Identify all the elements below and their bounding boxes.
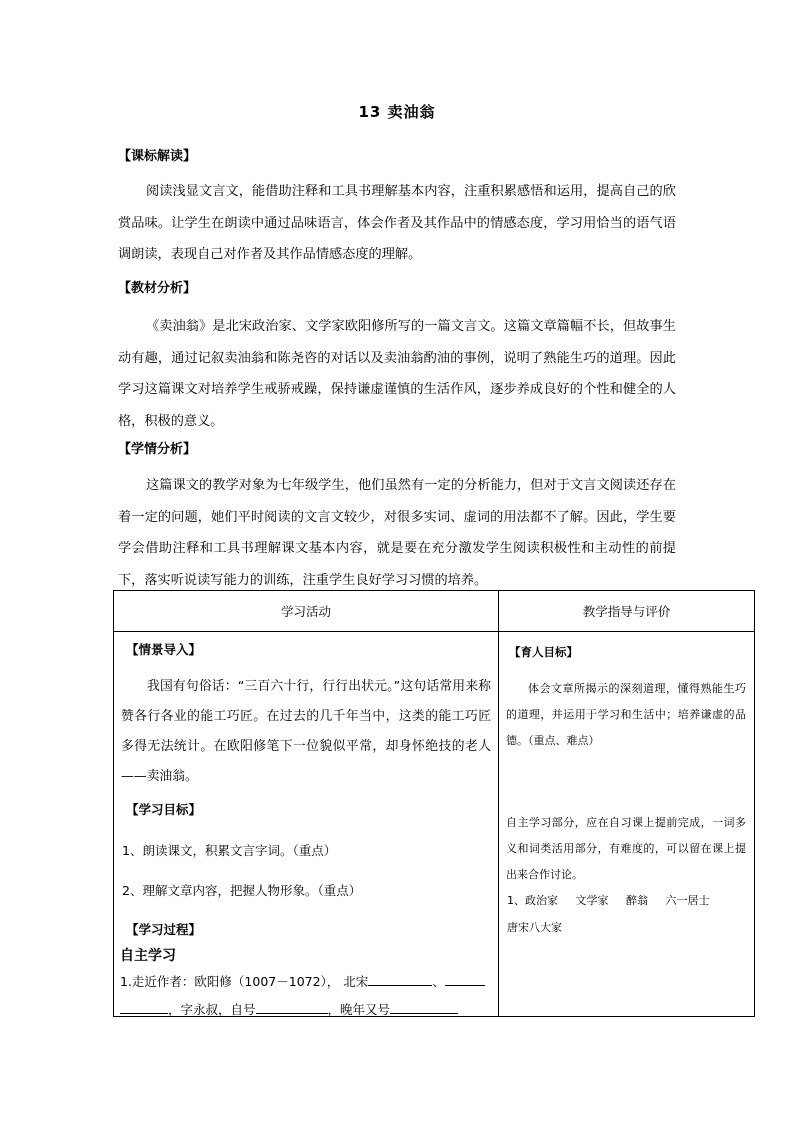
self-study-note: 自主学习部分，应在自习课上提前完成，一词多义和词类活用部分，有难度的，可以留在课上提出来合作讨论。 xyxy=(506,816,746,881)
blank-field[interactable] xyxy=(445,973,485,986)
blank-field[interactable] xyxy=(256,1001,328,1014)
paragraph-textbook-analysis: 《卖油翁》是北宋政治家、文学家欧阳修所写的一篇文言文。这篇文章篇幅不长，但故事生动有趣，通过记叙卖油翁和陈尧咨的对话以及卖油翁酌油的事例，说明了熟能生巧的道理。因此学习这篇课文对培养学生戒骄戒躁，保持谦虚谨慎的生活作风，逐步养成良好的个性和健全的人格，积极的意义。 xyxy=(118,319,676,429)
answer-line-1: 1、政治家 文学家 醉翁 六一居士 xyxy=(507,894,710,907)
blank-field[interactable] xyxy=(390,1001,458,1014)
column-header-activities: 学习活动 xyxy=(114,591,499,632)
question-1-text: 1.走近作者：欧阳修（1007－1072）， 北宋 xyxy=(120,974,369,989)
question-1-text-3: ，晚年又号 xyxy=(327,1002,391,1017)
answer-line-2: 唐宋八大家 xyxy=(507,921,562,934)
goal-item-1: 1、朗读课文，积累文言字词。（重点） xyxy=(122,843,337,858)
heading-education-goal: 【育人目标】 xyxy=(509,645,578,659)
heading-learning-process: 【学习过程】 xyxy=(126,922,202,937)
heading-textbook-analysis: 【教材分析】 xyxy=(118,281,197,296)
column-header-guidance: 教学指导与评价 xyxy=(499,591,755,632)
paragraph-student-analysis: 这篇课文的教学对象为七年级学生，他们虽然有一定的分析能力，但对于文言文阅读还存在着一定的问题，她们平时阅读的文言文较少，对很多实词、虚词的用法都不了解。因此，学生要学会借助注释和工具书理解课文基本内容，就是要在充分激发学生阅读积极性和主动性的前提下，落实听说读写能力的训练，注重学生良好学习习惯的培养。 xyxy=(118,478,676,588)
self-study-label: 自主学习 xyxy=(120,948,176,964)
separator: 、 xyxy=(432,974,445,989)
activities-cell xyxy=(114,632,499,1017)
question-1-text-2: ，字永叔，自号 xyxy=(168,1002,256,1017)
blank-field[interactable] xyxy=(368,973,432,986)
heading-scene-intro: 【情景导入】 xyxy=(126,642,202,657)
paragraph-curriculum: 阅读浅显文言文，能借助注释和工具书理解基本内容，注重积累感悟和运用，提高自己的欣赏品味。让学生在朗读中通过品味语言，体会作者及其作品中的情感态度，学习用恰当的语气语调朗读，表现自己对作者及其作品情感态度的理解。 xyxy=(118,184,676,263)
education-goal-text: 体会文章所揭示的深刻道理，懂得熟能生巧的道理，并运用于学习和生活中；培养谦虚的品德。（重点、难点） xyxy=(506,682,746,747)
heading-curriculum: 【课标解读】 xyxy=(118,149,197,164)
heading-learning-goals: 【学习目标】 xyxy=(126,802,202,817)
page-title: 13 卖油翁 xyxy=(358,103,436,121)
blank-field[interactable] xyxy=(120,1001,168,1014)
goal-item-2: 2、理解文章内容，把握人物形象。（重点） xyxy=(122,883,362,898)
intro-paragraph: 我国有句俗话：“三百六十行，行行出状元。”这句话常用来称赞各行各业的能工巧匠。在过去的几千年当中，这类的能工巧匠多得无法统计。在欧阳修笔下一位貌似平常，却身怀绝技的老人——卖油翁。 xyxy=(121,679,491,784)
question-1-line-1 xyxy=(120,972,485,990)
guidance-cell xyxy=(499,632,755,1017)
heading-student-analysis: 【学情分析】 xyxy=(118,442,197,457)
lesson-table xyxy=(113,590,755,1017)
question-1-line-2 xyxy=(120,1000,458,1018)
